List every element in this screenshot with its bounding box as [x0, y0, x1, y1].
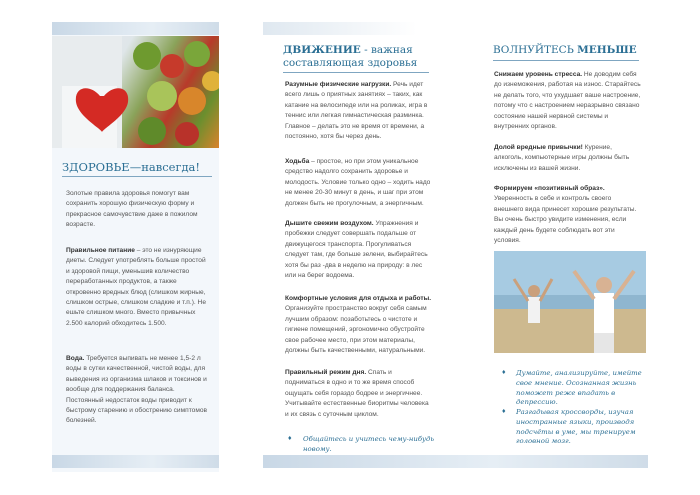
mid-section-exercise [285, 80, 433, 142]
bottom-band-right [263, 455, 648, 468]
mid-section-daily-routine [285, 368, 433, 420]
left-intro: Золотые правила здоровья помогут вам сохранить хорошую физическую форму и прекрасное самочувствие даже в пожилом возрасте. [66, 190, 198, 229]
nutrition-heading: Правильное питание [66, 247, 135, 254]
comfort-heading: Комфортные условия для отдыха и работы. [285, 295, 432, 302]
comfort-text: Организуйте пространство вокруг себя самым лучшим образом: позаботьтесь о чистоте и гигиене помещений, эргономично обустройте свое рабочее место, при этом материалы, должны быть качественными, натуральными. [285, 305, 427, 355]
nutrition-text: – это не изнуряющие диеты. Следует употреблять больше простой и здоровой пищи, уменьшив количество переработанных продуктов, а также откровенно вредных блюд (слишком жирные, слишком острые, слишком сладкие и т.п.). Не ешьте слишком много. Вместо привычных 2.500 калорий обходитесь 1.500. [66, 247, 206, 327]
left-paragraph-water [66, 354, 208, 427]
mid-section-fresh-air [285, 219, 433, 281]
water-heading: Вода. [66, 355, 85, 362]
right-quote-1: Думайте, анализируйте, имейте свое мнение. Осознанная жизнь поможет реже впадать в депрессию. [516, 369, 642, 407]
stress-heading: Снижаем уровень стресса. [494, 71, 583, 78]
left-title-sep: — [129, 160, 142, 174]
water-text: Требуется выпивать не менее 1,5-2 л воды в сутки качественной, чистой воды, для выведения из организма шлаков и токсинов и вообще для поддержания баланса. Постоянный недостаток воды приводит к быстрому старению и обострению симптомов болезней. [66, 355, 208, 425]
mid-quote: Общайтесь и учитесь чему-нибудь новому. [303, 435, 435, 453]
fresh-air-heading: Дышите свежим воздухом. [285, 220, 374, 227]
left-title-underline [62, 176, 212, 177]
diamond-bullet-icon: ♦ [288, 435, 292, 442]
habits-heading: Долой вредные привычки! [494, 144, 583, 151]
right-title-bold: МЕНЬШЕ [577, 44, 637, 56]
top-band-right [263, 22, 648, 35]
right-quote-2: Разгадывая кроссворды, изучая иностранные языки, производя подсчёты в уме, мы тренируем головной мозг. [516, 408, 636, 446]
right-title-underline [493, 60, 639, 61]
daily-routine-heading: Правильный режим дня. [285, 369, 367, 376]
right-section-positive-image [494, 184, 642, 246]
daily-routine-text: Спать и подниматься в одно и то же время способ ощущать себя гораздо бодрее и энергичнее. Учитывайте естественные биоритмы человека и их связь с суточным циклом. [285, 369, 429, 418]
left-paragraph-nutrition [66, 246, 208, 329]
exercise-text: Речь идет всего лишь о приятных занятиях – таких, как катание на велосипеде или на роликах, игра в теннис или легкая гимнастическая разминка. Главное – делать это не время от времени, а постоянно, хотя бы через день. [285, 81, 428, 141]
left-title [62, 160, 200, 174]
mid-section-comfort [285, 294, 433, 356]
right-section-habits [494, 143, 642, 174]
middle-title-rest: - важная составляющая здоровья [283, 44, 418, 69]
vegetables-heart-illustration [52, 36, 219, 148]
walking-text: – простое, но при этом уникальное средство надолго сохранить здоровье и молодость. Условие только одно – ходить надо не менее 20-30 минут в день, и шаг при этом должен быть не прогулочным, а энергичным. [285, 158, 431, 207]
positive-image-text: Уверенность в себе и контроль своего внешнего вида принесет хорошие результаты. Вы очень быстро увидите изменения, если каждый день будете соблюдать вот эти условия. [494, 195, 637, 245]
right-title [493, 44, 637, 56]
seniors-beach-illustration [494, 251, 646, 353]
fresh-air-text: Упражнения и пробежки следует совершать подальше от движущегося транспорта. Прогуливаться следует там, где больше зелени, выбирайтесь хотя бы раз -два в неделю на природу: в лес или на берег водоема. [285, 220, 428, 280]
vegetables-heart-photo [52, 36, 219, 148]
right-title-rest: ВОЛНУЙТЕСЬ [493, 44, 578, 56]
diamond-bullet-icon: ♦ [502, 369, 506, 376]
right-section-stress [494, 70, 642, 132]
middle-title-underline [283, 72, 429, 73]
left-title-sub: навсегда! [141, 160, 201, 174]
mid-section-walking [285, 157, 433, 209]
bottom-band-left [52, 455, 219, 468]
middle-title-bold: ДВИЖЕНИЕ [283, 44, 361, 56]
habits-text: Курение, алкоголь, компьютерные игры должны быть исключены из вашей жизни. [494, 144, 630, 172]
middle-title [283, 44, 433, 70]
left-title-main: ЗДОРОВЬЕ [62, 160, 130, 174]
walking-heading: Ходьба [285, 158, 310, 165]
diamond-bullet-icon: ♦ [502, 408, 506, 415]
exercise-heading: Разумные физические нагрузки. [285, 81, 392, 88]
stress-text: Не доводим себя до изнеможения, работая на износ. Старайтесь не делать того, что ухудшает ваше настроение, потому что с настроением неразрывно связано состояние нашей нервной системы и внутренних органов. [494, 71, 641, 131]
top-band-left [52, 22, 219, 35]
positive-image-heading: Формируем «позитивный образ». [494, 185, 605, 192]
seniors-exercising-photo [494, 251, 646, 353]
